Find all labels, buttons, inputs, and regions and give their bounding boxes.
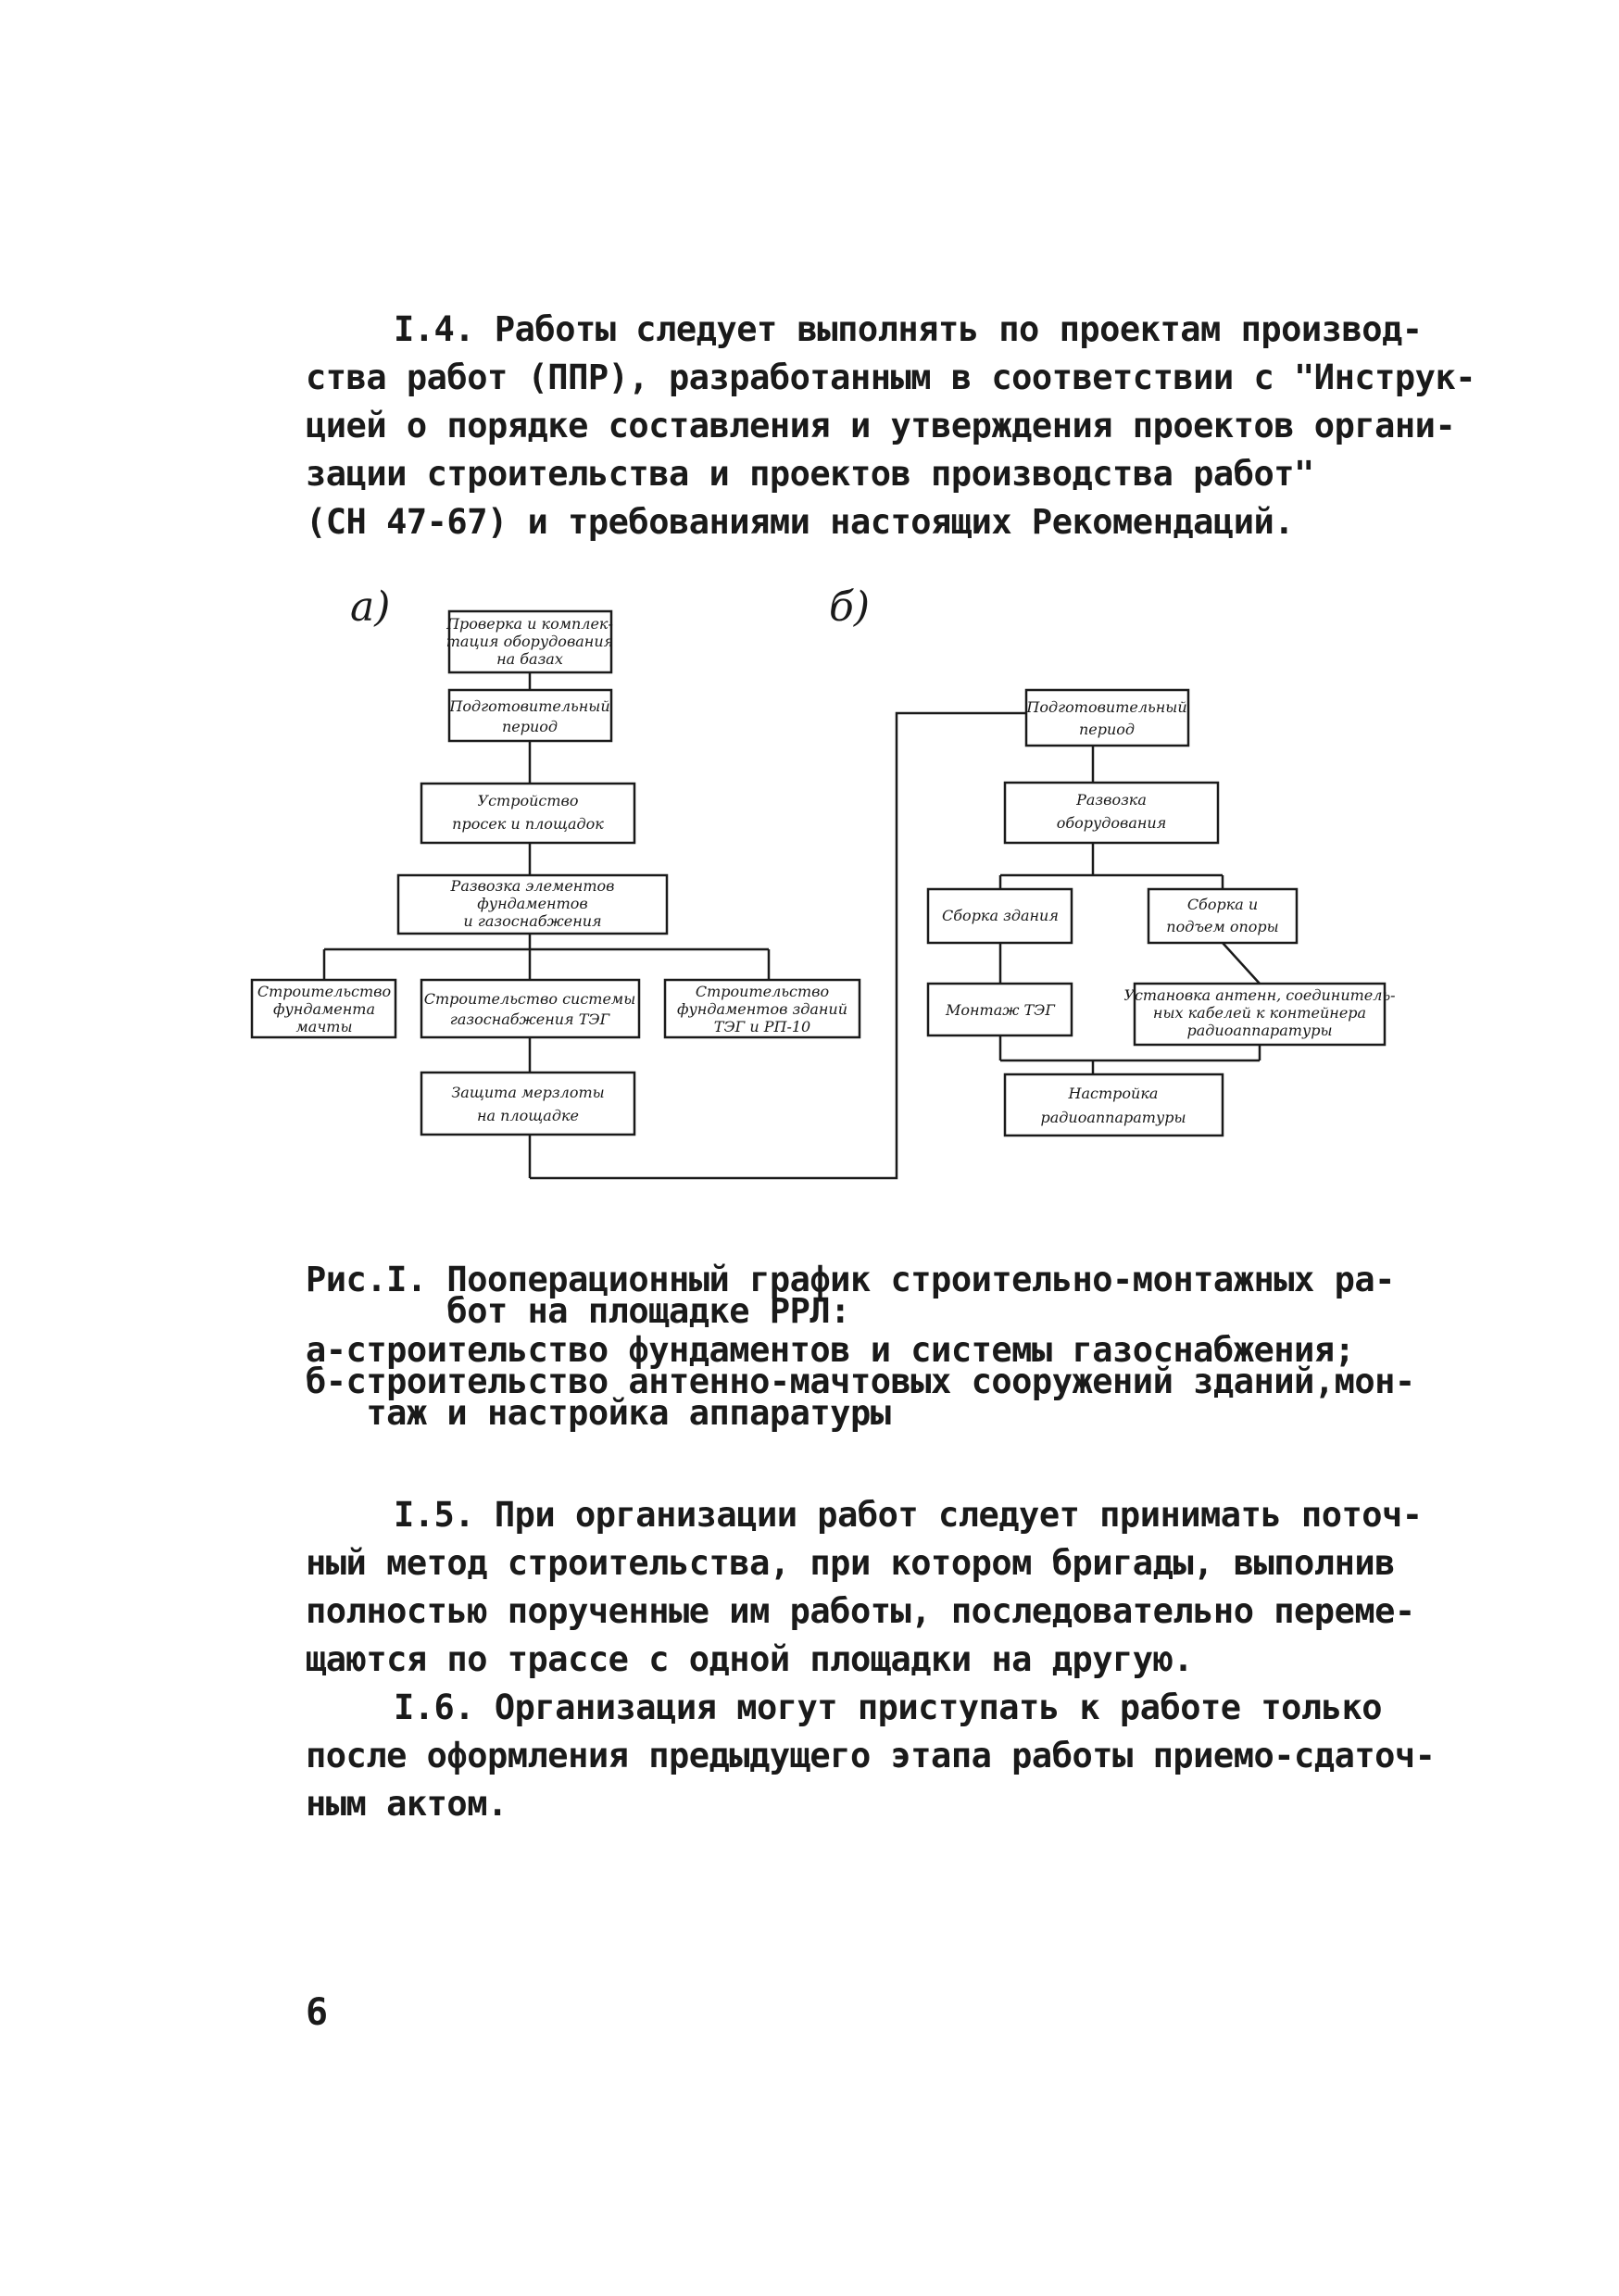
step-label: ных кабелей к контейнера xyxy=(1152,1004,1367,1022)
paragraph-line: цией о порядке составления и утверждения проектов органи- xyxy=(306,406,1456,445)
step-teg-install xyxy=(928,984,1072,1035)
step-label: Подготовительный xyxy=(1026,698,1187,716)
step-label: Сборка здания xyxy=(942,907,1059,924)
paragraph-1-5 xyxy=(306,1491,1423,1684)
step-label: период xyxy=(501,718,558,735)
step-label: Монтаж ТЭГ xyxy=(945,1001,1056,1019)
step-label: фундаментов xyxy=(477,895,588,912)
step-antenna-install xyxy=(1123,984,1395,1045)
step-label: газоснабжения ТЭГ xyxy=(449,1010,610,1028)
panel-a-label: а) xyxy=(350,583,391,631)
caption-detail-line: а-строительство фундаментов и системы газоснабжения; xyxy=(306,1330,1355,1370)
step-b-prep-period xyxy=(1025,690,1188,746)
step-label: ТЭГ и РП-10 xyxy=(713,1018,811,1035)
step-equipment-delivery xyxy=(1005,783,1218,843)
step-label: Строительство xyxy=(695,983,830,1000)
step-label: мачты xyxy=(295,1018,353,1035)
step-label: фундаментов зданий xyxy=(676,1000,848,1018)
step-label: Настройка xyxy=(1068,1085,1159,1102)
step-mast-foundation xyxy=(252,980,395,1037)
paragraph-line: (СН 47-67) и требованиями настоящих Рекомендаций. xyxy=(306,502,1295,542)
step-radio-setup xyxy=(1005,1074,1223,1135)
paragraph-line: зации строительства и проектов производства работ" xyxy=(306,454,1314,494)
step-label: Установка антенн, соединитель- xyxy=(1123,986,1396,1004)
step-label: радиоаппаратуры xyxy=(1186,1022,1333,1039)
step-label: тация оборудования xyxy=(446,633,614,650)
paragraph-line: ства работ (ППР), разработанным в соответствии с "Инструк- xyxy=(306,358,1476,397)
step-label: радиоаппаратуры xyxy=(1040,1109,1186,1126)
step-label: период xyxy=(1078,721,1136,738)
step-tower-assembly xyxy=(1148,889,1297,943)
step-delivery-elements xyxy=(398,875,667,934)
caption-title-line: бот на площадке РРЛ: xyxy=(306,1291,850,1331)
paragraph-1-6 xyxy=(306,1684,1435,1828)
step-label: Защита мерзлоты xyxy=(451,1084,605,1101)
caption-title-line: Рис.I. Пооперационный график строительно-монтажных ра- xyxy=(306,1260,1395,1299)
step-permafrost-protection xyxy=(421,1073,634,1135)
step-label: Подготовительный xyxy=(449,697,610,715)
step-label: Устройство xyxy=(477,792,579,809)
paragraph-line: после оформления предыдущего этапа работы приемо-сдаточ- xyxy=(306,1736,1436,1775)
page-number: 6 xyxy=(306,1991,329,2034)
paragraph-line: ный метод строительства, при котором бригады, выполнив xyxy=(306,1543,1395,1583)
step-label: Строительство xyxy=(257,983,392,1000)
step-building-assembly xyxy=(928,889,1072,943)
step-roads xyxy=(421,784,634,843)
figure-caption xyxy=(306,1260,1415,1433)
step-label: фундамента xyxy=(272,1000,376,1018)
step-label: Сборка и xyxy=(1186,896,1259,913)
paragraph-line: I.5. При организации работ следует принимать поточ- xyxy=(394,1495,1423,1535)
panel-b-label: б) xyxy=(829,583,871,631)
step-label: просек и площадок xyxy=(452,815,604,833)
step-label: Развозка элементов xyxy=(450,877,615,895)
step-label: и газоснабжения xyxy=(463,912,602,930)
paragraph-line: щаются по трассе с одной площадки на другую. xyxy=(306,1639,1194,1679)
step-label: подъем опоры xyxy=(1166,918,1279,935)
step-gas-system xyxy=(421,980,639,1037)
step-label: на площадке xyxy=(476,1107,580,1124)
step-check-equipment xyxy=(446,611,613,672)
step-label: Развозка xyxy=(1076,791,1147,809)
paragraph-line: ным актом. xyxy=(306,1784,508,1824)
step-label: Проверка и комплек- xyxy=(446,615,613,633)
step-label: Строительство системы xyxy=(423,990,636,1008)
step-a-prep-period xyxy=(448,690,611,741)
paragraph-line: I.4. Работы следует выполнять по проектам производ- xyxy=(394,309,1423,349)
step-label: на базах xyxy=(496,650,563,668)
step-tegs-foundation xyxy=(665,980,860,1037)
paragraph-line: I.6. Организация могут приступать к работе только xyxy=(394,1687,1383,1727)
caption-detail-line: б-строительство антенно-мачтовых сооружений зданий,мон- xyxy=(306,1361,1415,1401)
paragraph-line: полностью порученные им работы, последовательно переме- xyxy=(306,1591,1415,1631)
step-label: оборудования xyxy=(1056,814,1167,832)
caption-detail-line: таж и настройка аппаратуры xyxy=(306,1393,891,1433)
